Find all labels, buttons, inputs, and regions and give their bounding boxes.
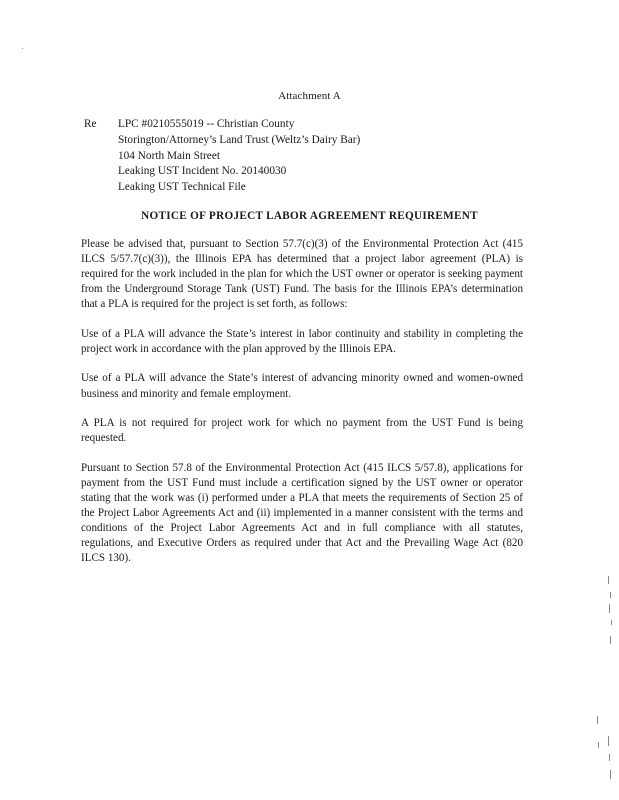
paragraph-certification: Pursuant to Section 57.8 of the Environmental Protection Act (415 ILCS 5/57.8), applications for payment from the UST Fund must include a certification signed by the UST owner or operator stating that the work was (i) performed under a PLA that meets the requirements of Section 25 of the Project Labor Agreements Act and (ii) implemented in a manner consistent with the terms and conditions of the Project Labor Agreements Act and in full compliance with all statutes, regulations, and Executive Orders as required under that Act and the Prevailing Wage Act (820 ILCS 130). [81,461,523,565]
scan-mark [598,742,599,748]
re-line-trust: Storington/Attorney’s Land Trust (Weltz’s Dairy Bar) [118,133,361,146]
scan-mark [609,754,610,761]
scan-mark [22,48,23,49]
scan-mark [608,576,609,584]
re-lines [118,117,538,196]
re-label: Re [84,118,97,130]
notice-body [81,237,523,581]
scan-mark [597,716,598,724]
paragraph-labor-continuity: Use of a PLA will advance the State’s interest in labor continuity and stability in completing the project work in accordance with the plan approved by the Illinois EPA. [81,327,523,355]
re-line-file: Leaking UST Technical File [118,181,246,194]
paragraph-no-payment: A PLA is not required for project work for which no payment from the UST Fund is being requested. [81,417,523,445]
scan-mark [608,736,609,746]
re-line-lpc: LPC #0210555019 -- Christian County [118,118,295,130]
paragraph-minority-business: Use of a PLA will advance the State’s interest of advancing minority owned and women-owned business and minority and female employment. [81,372,523,400]
scan-mark [611,620,612,625]
re-line-incident: Leaking UST Incident No. 20140030 [118,165,287,178]
scan-mark [610,592,611,598]
attachment-heading: Attachment A [278,90,341,102]
notice-title: NOTICE OF PROJECT LABOR AGREEMENT REQUIREMENT [141,210,478,222]
re-line-address: 104 North Main Street [118,149,220,162]
scan-mark [610,770,611,779]
paragraph-determination: Please be advised that, pursuant to Section 57.7(c)(3) of the Environmental Protection Act (415 ILCS 5/57.7(c)(3)), the Illinois EPA has determined that a project labor agreement (PLA) is required for the work included in the plan for which the UST owner or operator is seeking payment from the Underground Storage Tank (UST) Fund. The basis for the Illinois EPA’s determination that a PLA is required for the project is set forth, as follows: [81,238,523,311]
scan-mark [609,604,610,613]
scan-mark [610,636,611,644]
